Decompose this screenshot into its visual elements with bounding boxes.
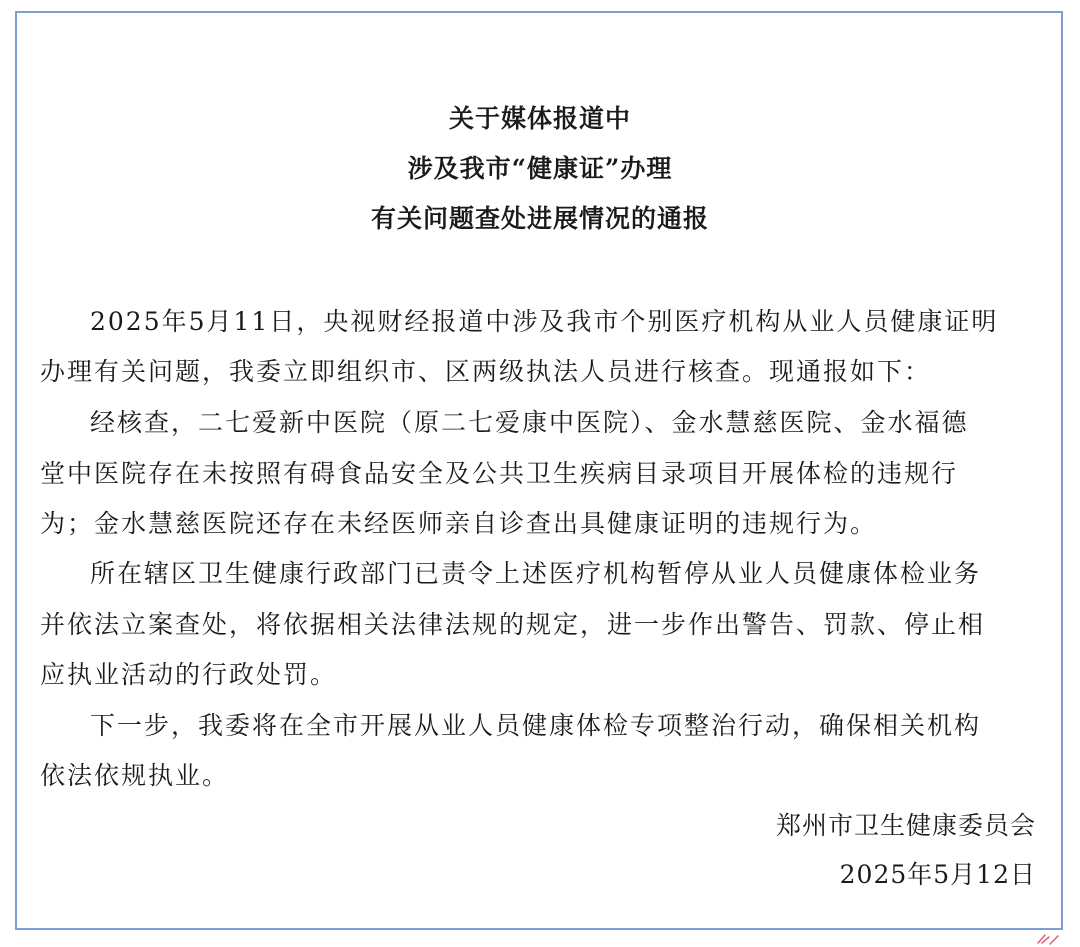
title-line-2: 涉及我市“健康证”办理 (407, 154, 673, 183)
body-line-3: 经核查，二七爱新中医院（原二七爱康中医院）、金水慧慈医院、金水福德 (90, 408, 969, 437)
signature-date: 2025年5月12日 (839, 860, 1036, 889)
title-line-3: 有关问题查处进展情况的通报 (370, 204, 709, 233)
body-line-7: 并依法立案查处，将依据相关法律法规的规定，进一步作出警告、罚款、停止相 (40, 610, 986, 639)
signature-organization: 郑州市卫生健康委员会 (775, 811, 1036, 840)
body-line-2: 办理有关问题，我委立即组织市、区两级执法人员进行核查。现通报如下： (40, 357, 932, 386)
body-line-9: 下一步，我委将在全市开展从业人员健康体检专项整治行动，确保相关机构 (90, 711, 982, 740)
title-line-1: 关于媒体报道中 (448, 104, 631, 133)
body-line-5: 为；金水慧慈医院还存在未经医师亲自诊查出具健康证明的违规行为。 (40, 509, 878, 538)
body-line-6: 所在辖区卫生健康行政部门已责令上述医疗机构暂停从业人员健康体检业务 (90, 559, 982, 588)
corner-mark-icon (1036, 931, 1062, 945)
body-line-1: 2025年5月11日，央视财经报道中涉及我市个别医疗机构从业人员健康证明 (90, 307, 999, 336)
body-line-8: 应执业活动的行政处罚。 (40, 660, 338, 689)
body-line-10: 依法依规执业。 (40, 761, 230, 790)
body-line-4: 堂中医院存在未按照有碍食品安全及公共卫生疾病目录项目开展体检的违规行 (40, 459, 959, 488)
